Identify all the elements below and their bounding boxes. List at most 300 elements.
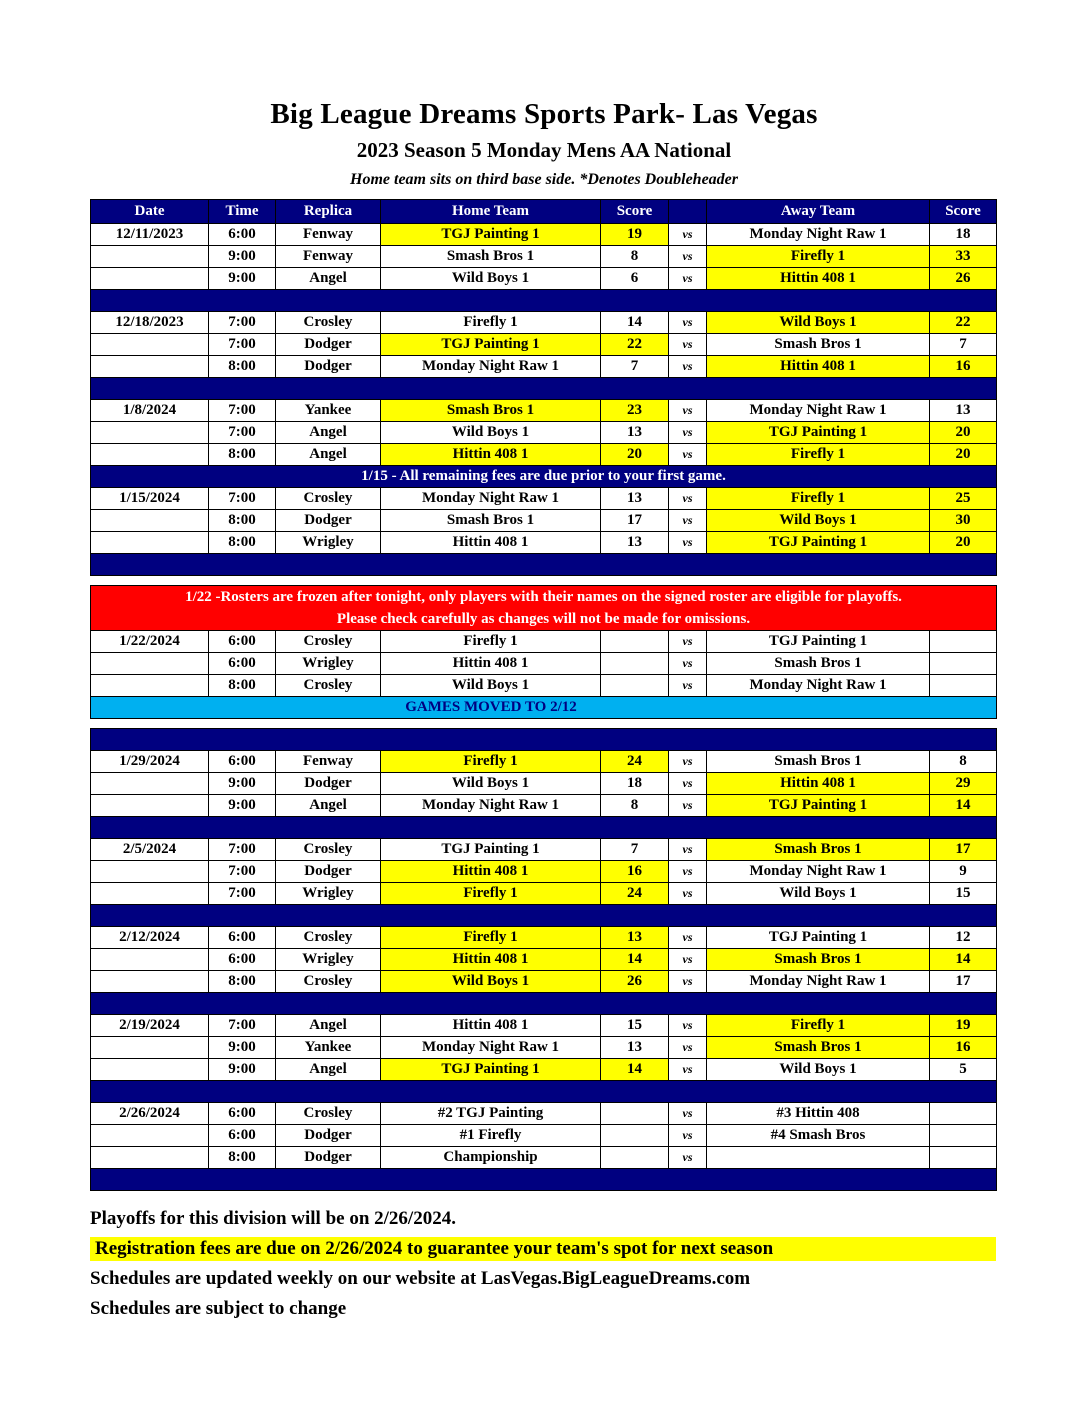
date-cell xyxy=(91,883,209,905)
page-subtitle: 2023 Season 5 Monday Mens AA National xyxy=(356,138,732,162)
away-score-cell: 20 xyxy=(930,444,997,466)
date-cell: 12/18/2023 xyxy=(91,312,209,334)
vs-cell: vs xyxy=(669,971,707,993)
home-score-cell: 22 xyxy=(601,334,669,356)
vs-cell: vs xyxy=(669,773,707,795)
date-cell xyxy=(91,1147,209,1169)
footer-website-line: Schedules are updated weekly on our website at LasVegas.BigLeagueDreams.com xyxy=(90,1268,751,1289)
replica-cell: Fenway xyxy=(276,751,381,773)
away-team-cell: TGJ Painting 1 xyxy=(707,927,930,949)
vs-cell: vs xyxy=(669,1147,707,1169)
home-score-cell: 19 xyxy=(601,224,669,246)
replica-cell: Angel xyxy=(276,422,381,444)
time-cell: 7:00 xyxy=(209,839,276,861)
replica-cell: Dodger xyxy=(276,1147,381,1169)
vs-cell: vs xyxy=(669,510,707,532)
vs-cell: vs xyxy=(669,883,707,905)
separator-bar xyxy=(91,1169,997,1191)
vs-cell: vs xyxy=(669,224,707,246)
title-block xyxy=(0,0,1088,189)
time-cell: 9:00 xyxy=(209,268,276,290)
home-team-cell: Firefly 1 xyxy=(381,631,601,653)
home-score-cell: 14 xyxy=(601,1059,669,1081)
date-cell xyxy=(91,444,209,466)
date-cell: 1/29/2024 xyxy=(91,751,209,773)
home-team-cell: TGJ Painting 1 xyxy=(381,334,601,356)
game-row xyxy=(91,1015,997,1037)
separator-bar xyxy=(91,554,997,576)
away-team-cell: Firefly 1 xyxy=(707,1015,930,1037)
away-score-cell: 16 xyxy=(930,356,997,378)
away-score-cell: 15 xyxy=(930,883,997,905)
home-team-cell: TGJ Painting 1 xyxy=(381,224,601,246)
away-score-cell: 26 xyxy=(930,268,997,290)
home-score-cell: 13 xyxy=(601,422,669,444)
away-team-cell: TGJ Painting 1 xyxy=(707,422,930,444)
away-team-cell: Hittin 408 1 xyxy=(707,268,930,290)
home-team-cell: Wild Boys 1 xyxy=(381,422,601,444)
time-cell: 7:00 xyxy=(209,883,276,905)
away-team-cell: Smash Bros 1 xyxy=(707,653,930,675)
time-cell: 6:00 xyxy=(209,751,276,773)
home-score-cell: 15 xyxy=(601,1015,669,1037)
date-cell xyxy=(91,795,209,817)
date-cell: 1/22/2024 xyxy=(91,631,209,653)
away-score-cell xyxy=(930,653,997,675)
vs-cell: vs xyxy=(669,1037,707,1059)
time-cell: 7:00 xyxy=(209,334,276,356)
away-score-cell xyxy=(930,1103,997,1125)
time-cell: 9:00 xyxy=(209,1037,276,1059)
game-row xyxy=(91,510,997,532)
home-score-cell: 20 xyxy=(601,444,669,466)
replica-cell: Wrigley xyxy=(276,653,381,675)
header-away-team: Away Team xyxy=(707,200,930,224)
away-score-cell: 9 xyxy=(930,861,997,883)
game-row xyxy=(91,532,997,554)
replica-cell: Dodger xyxy=(276,356,381,378)
away-team-cell: Monday Night Raw 1 xyxy=(707,400,930,422)
vs-cell: vs xyxy=(669,532,707,554)
games-moved-row xyxy=(91,697,997,719)
replica-cell: Crosley xyxy=(276,971,381,993)
spacer xyxy=(91,719,997,729)
date-cell: 1/15/2024 xyxy=(91,488,209,510)
home-score-cell: 13 xyxy=(601,532,669,554)
roster-freeze-banner xyxy=(91,586,997,631)
away-score-cell: 17 xyxy=(930,971,997,993)
header-home-score: Score xyxy=(601,200,669,224)
home-team-cell: Firefly 1 xyxy=(381,927,601,949)
separator-row xyxy=(91,554,997,576)
home-score-cell xyxy=(601,1125,669,1147)
away-team-cell: Wild Boys 1 xyxy=(707,1059,930,1081)
home-score-cell: 7 xyxy=(601,356,669,378)
away-team-cell: Firefly 1 xyxy=(707,488,930,510)
replica-cell: Yankee xyxy=(276,1037,381,1059)
home-team-cell: TGJ Painting 1 xyxy=(381,1059,601,1081)
away-score-cell: 13 xyxy=(930,400,997,422)
replica-cell: Dodger xyxy=(276,773,381,795)
game-row xyxy=(91,675,997,697)
date-cell xyxy=(91,1037,209,1059)
vs-cell: vs xyxy=(669,795,707,817)
time-cell: 8:00 xyxy=(209,356,276,378)
away-score-cell: 19 xyxy=(930,1015,997,1037)
home-team-cell: Monday Night Raw 1 xyxy=(381,488,601,510)
vs-cell: vs xyxy=(669,1015,707,1037)
away-team-cell: Smash Bros 1 xyxy=(707,751,930,773)
home-score-cell: 24 xyxy=(601,883,669,905)
away-score-cell: 29 xyxy=(930,773,997,795)
replica-cell: Crosley xyxy=(276,1103,381,1125)
home-team-cell: Monday Night Raw 1 xyxy=(381,356,601,378)
home-score-cell: 13 xyxy=(601,1037,669,1059)
replica-cell: Fenway xyxy=(276,246,381,268)
game-row xyxy=(91,631,997,653)
header-replica: Replica xyxy=(276,200,381,224)
away-score-cell: 12 xyxy=(930,927,997,949)
date-cell xyxy=(91,1125,209,1147)
vs-cell: vs xyxy=(669,949,707,971)
home-team-cell: #1 Firefly xyxy=(381,1125,601,1147)
home-score-cell xyxy=(601,1147,669,1169)
away-team-cell: Smash Bros 1 xyxy=(707,1037,930,1059)
vs-cell: vs xyxy=(669,675,707,697)
date-cell xyxy=(91,532,209,554)
away-score-cell: 18 xyxy=(930,224,997,246)
spacer-row xyxy=(91,719,997,729)
date-cell xyxy=(91,246,209,268)
date-cell: 2/26/2024 xyxy=(91,1103,209,1125)
vs-cell: vs xyxy=(669,268,707,290)
time-cell: 7:00 xyxy=(209,400,276,422)
home-team-note: Home team sits on third base side. *Denotes Doubleheader xyxy=(350,171,738,188)
home-score-cell: 13 xyxy=(601,927,669,949)
away-team-cell: TGJ Painting 1 xyxy=(707,631,930,653)
time-cell: 7:00 xyxy=(209,312,276,334)
separator-row xyxy=(91,378,997,400)
home-team-cell: Firefly 1 xyxy=(381,751,601,773)
time-cell: 7:00 xyxy=(209,488,276,510)
game-row xyxy=(91,839,997,861)
replica-cell: Dodger xyxy=(276,334,381,356)
home-score-cell: 23 xyxy=(601,400,669,422)
game-row xyxy=(91,246,997,268)
fees-notice-text: 1/15 - All remaining fees are due prior to your first game. xyxy=(91,466,997,488)
time-cell: 7:00 xyxy=(209,861,276,883)
separator-row xyxy=(91,1169,997,1191)
replica-cell: Wrigley xyxy=(276,532,381,554)
away-team-cell: #3 Hittin 408 xyxy=(707,1103,930,1125)
vs-cell: vs xyxy=(669,422,707,444)
home-score-cell: 24 xyxy=(601,751,669,773)
away-team-cell: Smash Bros 1 xyxy=(707,334,930,356)
time-cell: 6:00 xyxy=(209,653,276,675)
away-team-cell: Wild Boys 1 xyxy=(707,883,930,905)
game-row xyxy=(91,1103,997,1125)
date-cell: 2/12/2024 xyxy=(91,927,209,949)
time-cell: 6:00 xyxy=(209,631,276,653)
date-cell: 12/11/2023 xyxy=(91,224,209,246)
home-team-cell: Hittin 408 1 xyxy=(381,653,601,675)
home-team-cell: Smash Bros 1 xyxy=(381,246,601,268)
game-row xyxy=(91,312,997,334)
home-score-cell: 7 xyxy=(601,839,669,861)
time-cell: 8:00 xyxy=(209,510,276,532)
replica-cell: Crosley xyxy=(276,488,381,510)
game-row xyxy=(91,224,997,246)
date-cell xyxy=(91,268,209,290)
fees-notice-row xyxy=(91,466,997,488)
home-team-cell: Monday Night Raw 1 xyxy=(381,1037,601,1059)
game-row xyxy=(91,773,997,795)
home-score-cell: 14 xyxy=(601,949,669,971)
header-home-team: Home Team xyxy=(381,200,601,224)
game-row xyxy=(91,400,997,422)
date-cell xyxy=(91,1059,209,1081)
home-score-cell: 26 xyxy=(601,971,669,993)
separator-row xyxy=(91,817,997,839)
date-cell: 2/5/2024 xyxy=(91,839,209,861)
replica-cell: Dodger xyxy=(276,510,381,532)
replica-cell: Crosley xyxy=(276,312,381,334)
separator-bar xyxy=(91,1081,997,1103)
replica-cell: Crosley xyxy=(276,927,381,949)
home-score-cell: 14 xyxy=(601,312,669,334)
replica-cell: Angel xyxy=(276,795,381,817)
time-cell: 9:00 xyxy=(209,773,276,795)
date-cell xyxy=(91,510,209,532)
vs-cell: vs xyxy=(669,751,707,773)
game-row xyxy=(91,444,997,466)
home-score-cell xyxy=(601,653,669,675)
replica-cell: Wrigley xyxy=(276,949,381,971)
away-score-cell: 25 xyxy=(930,488,997,510)
date-cell xyxy=(91,334,209,356)
away-team-cell: Monday Night Raw 1 xyxy=(707,224,930,246)
away-score-cell: 20 xyxy=(930,532,997,554)
vs-cell: vs xyxy=(669,861,707,883)
header-time: Time xyxy=(209,200,276,224)
replica-cell: Angel xyxy=(276,444,381,466)
away-team-cell: Smash Bros 1 xyxy=(707,839,930,861)
footer-subject-to-change-line: Schedules are subject to change xyxy=(90,1298,347,1319)
replica-cell: Angel xyxy=(276,1059,381,1081)
spacer-row xyxy=(91,576,997,586)
away-team-cell: Monday Night Raw 1 xyxy=(707,971,930,993)
vs-cell: vs xyxy=(669,1103,707,1125)
date-cell xyxy=(91,773,209,795)
time-cell: 6:00 xyxy=(209,224,276,246)
time-cell: 6:00 xyxy=(209,1103,276,1125)
home-team-cell: Hittin 408 1 xyxy=(381,949,601,971)
time-cell: 9:00 xyxy=(209,795,276,817)
away-team-cell: Monday Night Raw 1 xyxy=(707,861,930,883)
home-score-cell: 6 xyxy=(601,268,669,290)
away-team-cell: Monday Night Raw 1 xyxy=(707,675,930,697)
away-score-cell: 8 xyxy=(930,751,997,773)
game-row xyxy=(91,1059,997,1081)
date-cell: 2/19/2024 xyxy=(91,1015,209,1037)
banner-line: 1/22 -Rosters are frozen after tonight, only players with their names on the signed roster are eligible for playoffs. xyxy=(185,589,902,605)
home-score-cell: 8 xyxy=(601,246,669,268)
away-score-cell: 16 xyxy=(930,1037,997,1059)
time-cell: 8:00 xyxy=(209,444,276,466)
game-row xyxy=(91,1037,997,1059)
home-team-cell: Championship xyxy=(381,1147,601,1169)
spacer xyxy=(91,576,997,586)
time-cell: 8:00 xyxy=(209,675,276,697)
separator-bar xyxy=(91,817,997,839)
date-cell xyxy=(91,861,209,883)
away-team-cell: Hittin 408 1 xyxy=(707,773,930,795)
footer-registration-line: Registration fees are due on 2/26/2024 to guarantee your team's spot for next season xyxy=(90,1237,996,1261)
game-row xyxy=(91,356,997,378)
game-row xyxy=(91,1147,997,1169)
vs-cell: vs xyxy=(669,444,707,466)
home-team-cell: Smash Bros 1 xyxy=(381,400,601,422)
away-score-cell: 30 xyxy=(930,510,997,532)
home-team-cell: Hittin 408 1 xyxy=(381,532,601,554)
away-score-cell: 14 xyxy=(930,949,997,971)
replica-cell: Crosley xyxy=(276,839,381,861)
time-cell: 8:00 xyxy=(209,971,276,993)
separator-bar xyxy=(91,290,997,312)
home-team-cell: TGJ Painting 1 xyxy=(381,839,601,861)
header-vs xyxy=(669,200,707,224)
separator-bar xyxy=(91,993,997,1015)
vs-cell: vs xyxy=(669,839,707,861)
away-team-cell: Firefly 1 xyxy=(707,246,930,268)
time-cell: 8:00 xyxy=(209,1147,276,1169)
away-score-cell: 17 xyxy=(930,839,997,861)
away-score-cell: 22 xyxy=(930,312,997,334)
banner-line: Please check carefully as changes will not be made for omissions. xyxy=(336,611,751,627)
replica-cell: Dodger xyxy=(276,861,381,883)
time-cell: 9:00 xyxy=(209,1059,276,1081)
game-row xyxy=(91,653,997,675)
away-team-cell: Hittin 408 1 xyxy=(707,356,930,378)
home-team-cell: Wild Boys 1 xyxy=(381,268,601,290)
date-cell: 1/8/2024 xyxy=(91,400,209,422)
table-header-row xyxy=(91,200,997,224)
separator-row xyxy=(91,290,997,312)
replica-cell: Dodger xyxy=(276,1125,381,1147)
time-cell: 7:00 xyxy=(209,422,276,444)
separator-bar xyxy=(91,729,997,751)
separator-row xyxy=(91,905,997,927)
replica-cell: Angel xyxy=(276,268,381,290)
games-moved-cell xyxy=(91,697,997,719)
date-cell xyxy=(91,422,209,444)
away-score-cell: 7 xyxy=(930,334,997,356)
home-team-cell: Hittin 408 1 xyxy=(381,444,601,466)
game-row xyxy=(91,971,997,993)
away-team-cell xyxy=(707,1147,930,1169)
time-cell: 6:00 xyxy=(209,949,276,971)
header-away-score: Score xyxy=(930,200,997,224)
time-cell: 6:00 xyxy=(209,927,276,949)
home-score-cell: 16 xyxy=(601,861,669,883)
time-cell: 7:00 xyxy=(209,1015,276,1037)
game-row xyxy=(91,883,997,905)
away-score-cell xyxy=(930,675,997,697)
date-cell xyxy=(91,949,209,971)
vs-cell: vs xyxy=(669,1059,707,1081)
away-score-cell: 33 xyxy=(930,246,997,268)
replica-cell: Crosley xyxy=(276,675,381,697)
home-team-cell: Hittin 408 1 xyxy=(381,1015,601,1037)
away-score-cell: 20 xyxy=(930,422,997,444)
away-score-cell xyxy=(930,1125,997,1147)
separator-bar xyxy=(91,905,997,927)
vs-cell: vs xyxy=(669,400,707,422)
home-team-cell: #2 TGJ Painting xyxy=(381,1103,601,1125)
home-team-cell: Firefly 1 xyxy=(381,312,601,334)
date-cell xyxy=(91,356,209,378)
page-title: Big League Dreams Sports Park- Las Vegas xyxy=(270,98,818,130)
game-row xyxy=(91,927,997,949)
separator-row xyxy=(91,1081,997,1103)
time-cell: 9:00 xyxy=(209,246,276,268)
replica-cell: Wrigley xyxy=(276,883,381,905)
vs-cell: vs xyxy=(669,312,707,334)
date-cell xyxy=(91,675,209,697)
table-header xyxy=(91,200,997,224)
replica-cell: Crosley xyxy=(276,631,381,653)
vs-cell: vs xyxy=(669,631,707,653)
replica-cell: Yankee xyxy=(276,400,381,422)
home-score-cell xyxy=(601,631,669,653)
away-team-cell: Firefly 1 xyxy=(707,444,930,466)
away-team-cell: TGJ Painting 1 xyxy=(707,795,930,817)
home-score-cell: 8 xyxy=(601,795,669,817)
home-team-cell: Hittin 408 1 xyxy=(381,861,601,883)
game-row xyxy=(91,949,997,971)
game-row xyxy=(91,1125,997,1147)
date-cell xyxy=(91,971,209,993)
home-score-cell: 13 xyxy=(601,488,669,510)
away-team-cell: TGJ Painting 1 xyxy=(707,532,930,554)
footer-block xyxy=(90,1207,996,1321)
home-team-cell: Monday Night Raw 1 xyxy=(381,795,601,817)
vs-cell: vs xyxy=(669,488,707,510)
away-team-cell: Wild Boys 1 xyxy=(707,510,930,532)
home-team-cell: Wild Boys 1 xyxy=(381,773,601,795)
home-team-cell: Wild Boys 1 xyxy=(381,675,601,697)
home-team-cell: Firefly 1 xyxy=(381,883,601,905)
game-row xyxy=(91,334,997,356)
time-cell: 6:00 xyxy=(209,1125,276,1147)
away-team-cell: #4 Smash Bros xyxy=(707,1125,930,1147)
home-score-cell xyxy=(601,675,669,697)
game-row xyxy=(91,488,997,510)
game-row xyxy=(91,268,997,290)
home-score-cell: 18 xyxy=(601,773,669,795)
game-row xyxy=(91,861,997,883)
game-row xyxy=(91,795,997,817)
vs-cell: vs xyxy=(669,246,707,268)
home-score-cell: 17 xyxy=(601,510,669,532)
away-score-cell: 5 xyxy=(930,1059,997,1081)
separator-row xyxy=(91,993,997,1015)
header-date: Date xyxy=(91,200,209,224)
date-cell xyxy=(91,653,209,675)
footer-playoffs-line: Playoffs for this division will be on 2/26/2024. xyxy=(90,1208,456,1229)
vs-cell: vs xyxy=(669,356,707,378)
vs-cell: vs xyxy=(669,653,707,675)
